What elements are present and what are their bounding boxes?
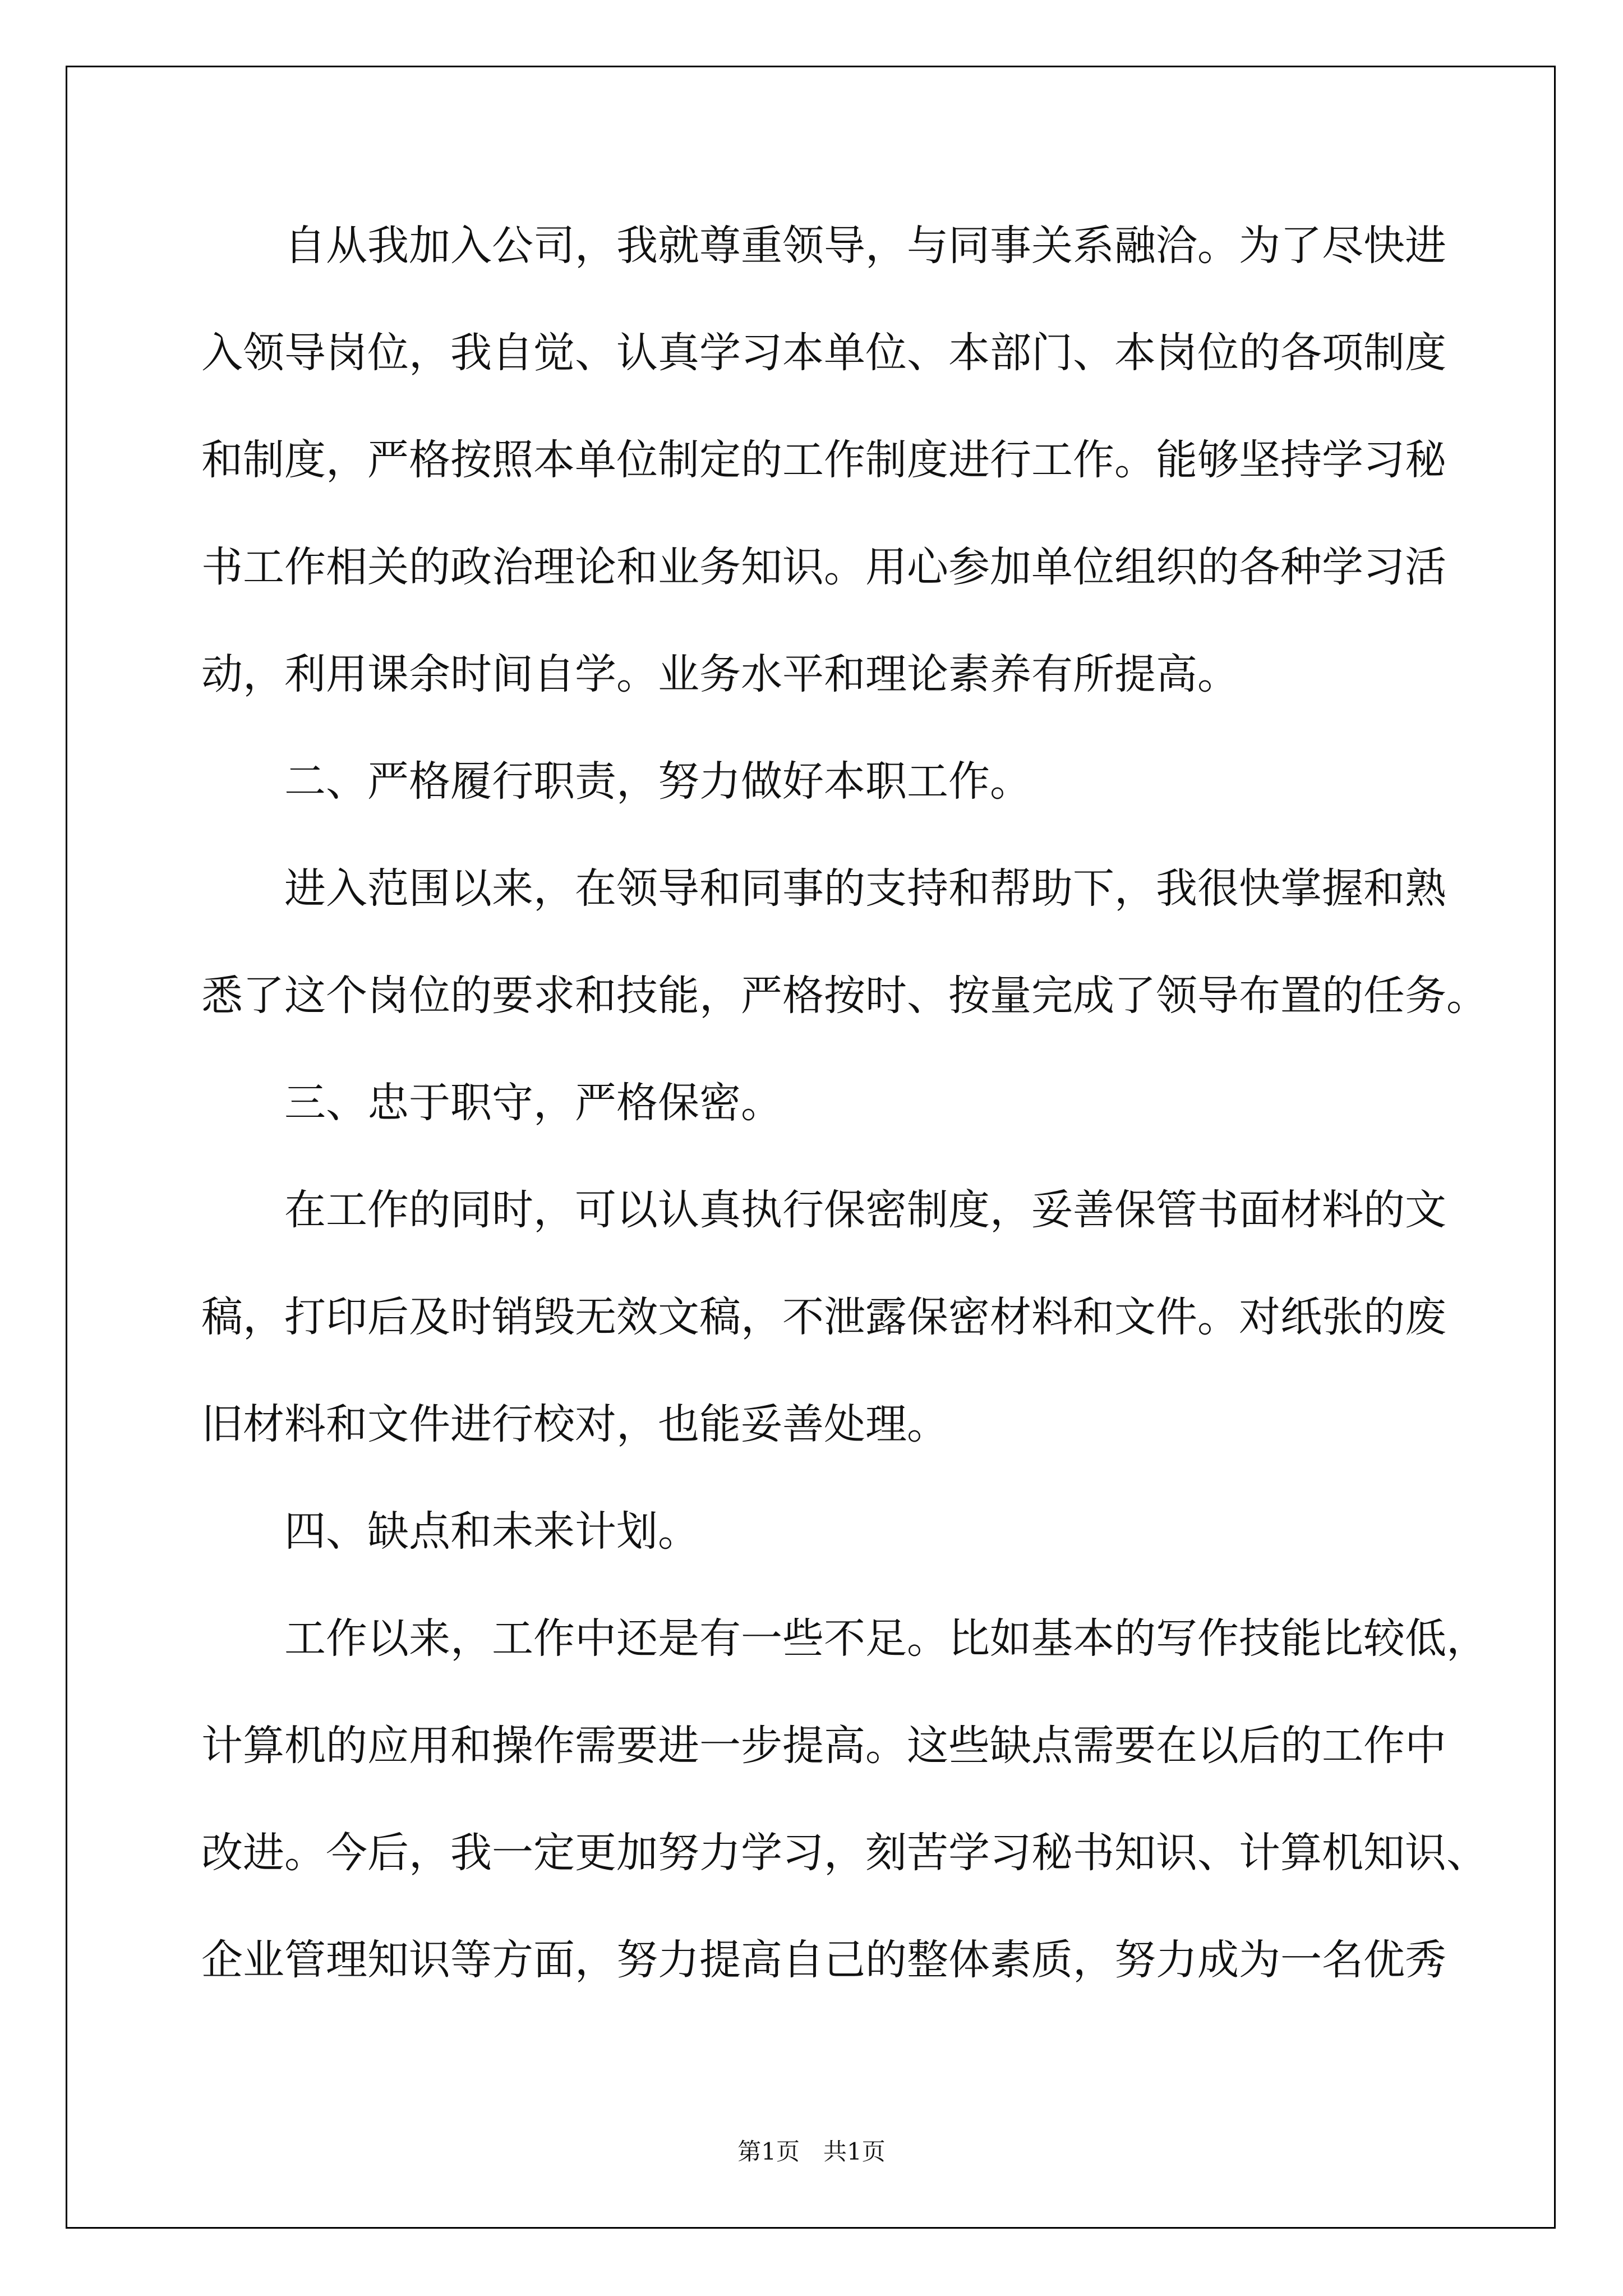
text-line: 悉了这个岗位的要求和技能，严格按时、按量完成了领导布置的任务。 — [201, 972, 1488, 1020]
text-line: 进入范围以来，在领导和同事的支持和帮助下，我很快掌握和熟 — [201, 864, 1446, 913]
section-heading: 三、忠于职守，严格保密。 — [201, 1079, 782, 1127]
page-number: 第1页 共1页 — [737, 2138, 886, 2165]
text-line: 在工作的同时，可以认真执行保密制度，妥善保管书面材料的文 — [201, 1186, 1446, 1234]
text-line: 自从我加入公司，我就尊重领导，与同事关系融洽。为了尽快进 — [201, 222, 1446, 270]
section-heading: 二、严格履行职责，努力做好本职工作。 — [201, 757, 1031, 806]
section-heading: 四、缺点和未来计划。 — [201, 1507, 699, 1556]
text-line: 稿，打印后及时销毁无效文稿，不泄露保密材料和文件。对纸张的废 — [201, 1293, 1446, 1341]
text-line: 入领导岗位，我自觉、认真学习本单位、本部门、本岗位的各项制度 — [201, 329, 1446, 377]
text-line: 改进。今后，我一定更加努力学习，刻苦学习秘书知识、计算机知识、 — [201, 1829, 1488, 1877]
text-line: 动，利用课余时间自学。业务水平和理论素养有所提高。 — [201, 650, 1239, 698]
text-line: 书工作相关的政治理论和业务知识。用心参加单位组织的各种学习活 — [201, 543, 1446, 591]
text-line: 工作以来，工作中还是有一些不足。比如基本的写作技能比较低， — [201, 1614, 1488, 1663]
text-line: 旧材料和文件进行校对，也能妥善处理。 — [201, 1400, 948, 1448]
text-line: 企业管理知识等方面，努力提高自己的整体素质，努力成为一名优秀 — [201, 1936, 1446, 1984]
text-line: 计算机的应用和操作需要进一步提高。这些缺点需要在以后的工作中 — [201, 1722, 1446, 1770]
text-line: 和制度，严格按照本单位制定的工作制度进行工作。能够坚持学习秘 — [201, 436, 1446, 484]
page-border — [66, 66, 1556, 2229]
